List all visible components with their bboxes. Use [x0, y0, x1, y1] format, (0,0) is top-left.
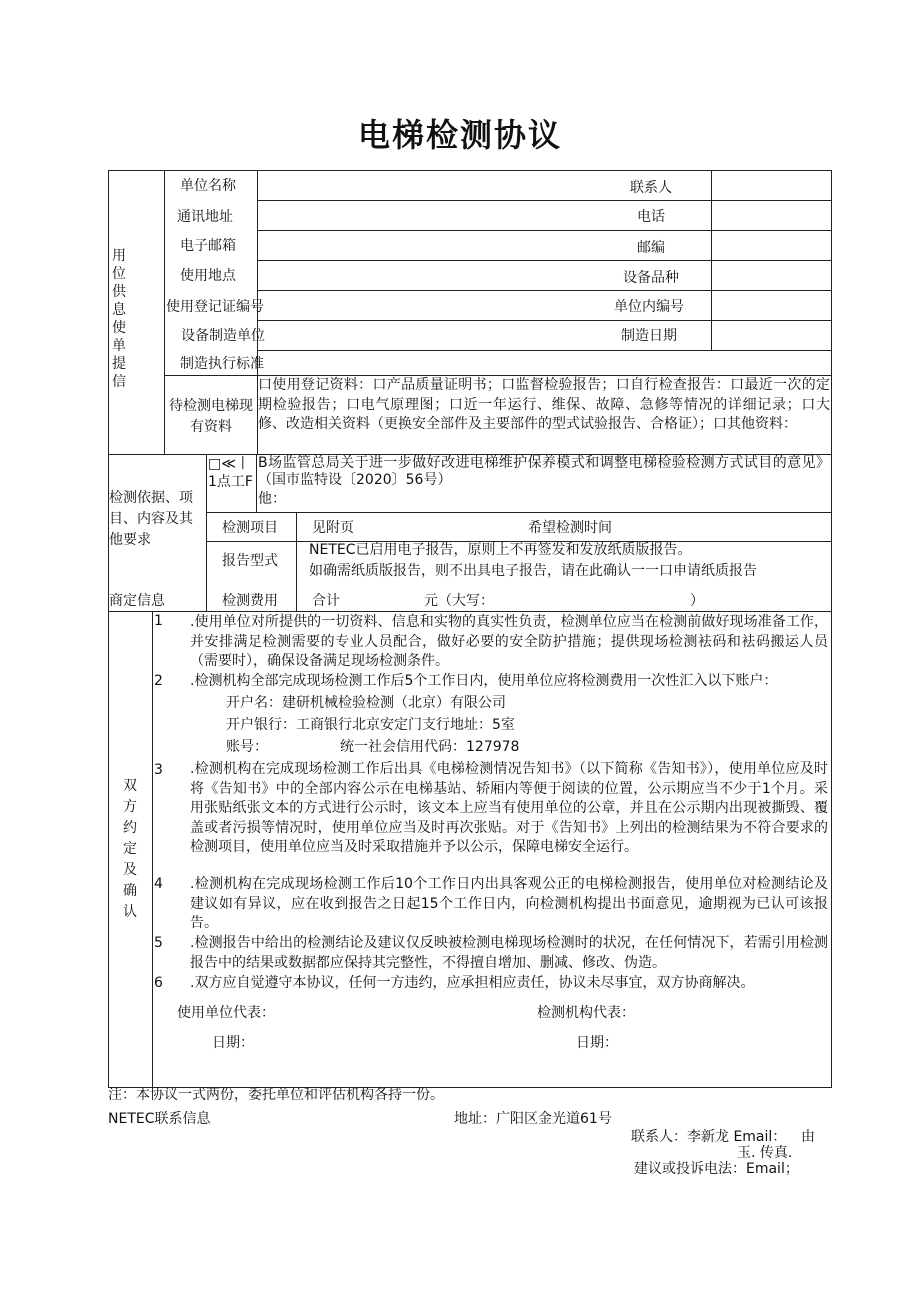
- footer-complaint: 建议或投诉电法：Email；: [634, 1161, 799, 1177]
- report-line-2: 如确需纸质版报告，则不出具电子报告，请在此确认一一口申请纸质报告: [309, 563, 757, 579]
- label-contact: 联系人: [630, 180, 672, 196]
- docs-checklist: 口使用登记资料：口产品质量证明书；口监督检验报告；口自行检查报告：口最近一次的定期检验报告；口电气原理图；口近一年运行、维保、故障、急修等情况的详细记录；口大修、改造相关资料（更换安全部件及主要部件的型式试验报告、合格证）；口其他资料：: [258, 377, 830, 432]
- label-reg-no: 使用登记证编号: [166, 299, 264, 315]
- section-label-user-info: 用位供息使单提信: [112, 248, 126, 390]
- section-label-basis: 检测依据、项目、内容及其他要求: [109, 490, 193, 548]
- label-mfg-std: 制造执行标准: [180, 356, 264, 372]
- label-location: 使用地点: [180, 268, 236, 284]
- basis-checkbox[interactable]: □≪丨1点工F: [208, 456, 253, 490]
- label-yuan: 元（大写：: [424, 593, 494, 609]
- credit-code: 统一社会信用代码：127978: [340, 739, 520, 755]
- label-address: 通讯地址: [177, 209, 233, 225]
- label-total: 合计: [312, 593, 340, 609]
- close-paren: ）: [690, 593, 704, 609]
- footer-contact-person: 联系人：李新龙 Email：: [631, 1129, 787, 1145]
- footer-note: 注：本协议一式两份，委托单位和评估机构各持一份。: [108, 1087, 444, 1103]
- section-label-agreement: 双方约定及确认: [123, 778, 137, 920]
- label-user-rep: 使用单位代表：: [177, 1005, 275, 1021]
- label-equip-type: 设备品种: [623, 270, 679, 286]
- label-hope-time: 希望检测时间: [528, 520, 612, 536]
- account-bank: 开户银行：工商银行北京安定门支行地址：5室: [226, 717, 515, 733]
- label-internal-no: 单位内编号: [614, 299, 684, 315]
- account-no: 账号：: [226, 739, 268, 755]
- label-email: 电子邮箱: [180, 238, 236, 254]
- account-name: 开户名：建研机械检验检测（北京）有限公司: [226, 695, 506, 711]
- label-mfg-date: 制造日期: [621, 328, 677, 344]
- footer-you: 由: [801, 1129, 815, 1145]
- label-fee: 检测费用: [222, 593, 278, 609]
- label-org-rep: 检测机构代表：: [537, 1005, 635, 1021]
- item-value: 见附页: [312, 520, 354, 536]
- document-title: 电梯检测协议: [357, 116, 562, 154]
- section-label-fee: 商定信息: [109, 593, 165, 609]
- footer-address: 地址：广阳区金光道61号: [454, 1111, 612, 1127]
- report-line-1: NETEC已启用电子报告，原则上不再签发和发放纸质版报告。: [309, 542, 692, 558]
- label-date-org: 日期：: [576, 1035, 618, 1051]
- basis-other: 他：: [258, 491, 286, 507]
- basis-text: B场监管总局关于进一步做好改进电梯维护保养模式和调整电梯检验检测方式试目的意见》（国市监特设〔2020〕56号）: [258, 455, 830, 488]
- footer-fax: 玉. 传真.: [737, 1145, 793, 1161]
- label-date-user: 日期：: [212, 1035, 254, 1051]
- label-docs: 待检测电梯现有资料: [169, 398, 253, 435]
- footer-netec-contact: NETEC联系信息: [108, 1111, 211, 1127]
- label-postcode: 邮编: [637, 240, 665, 256]
- label-phone: 电话: [637, 209, 665, 225]
- label-report: 报告型式: [222, 553, 278, 569]
- label-unit-name: 单位名称: [180, 178, 236, 194]
- label-item: 检测项目: [222, 520, 278, 536]
- label-manufacturer: 设备制造单位: [181, 328, 265, 344]
